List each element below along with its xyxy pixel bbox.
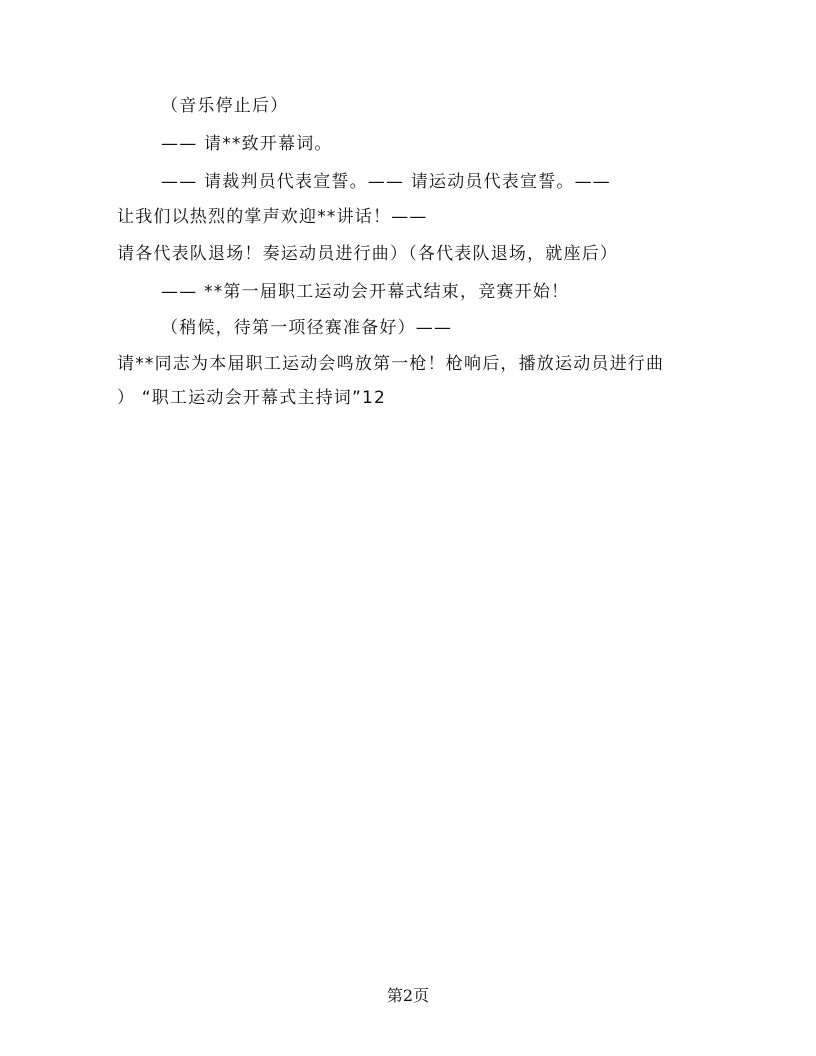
text-line-opening-speech: —— 请**致开幕词。 (161, 134, 333, 154)
text-line-ceremony-end: —— **第一届职工运动会开幕式结束，竞赛开始！ (161, 282, 570, 302)
text-line-wait-track: （稍候，待第一项径赛准备好）—— (161, 318, 453, 338)
text-line-oaths: —— 请裁判员代表宣誓。—— 请运动员代表宣誓。—— (161, 172, 612, 192)
text-line-teams-exit: 请各代表队退场！奏运动员进行曲）（各代表队退场，就座后） (117, 244, 619, 264)
text-line-welcome-speech: 让我们以热烈的掌声欢迎**讲话！—— (117, 207, 428, 227)
text-line-starting-shot: 请**同志为本届职工运动会鸣放第一枪！枪响后，播放运动员进行曲 (117, 354, 665, 374)
page-number: 第2页 (386, 986, 430, 1005)
text-line-doc-title: ） “职工运动会开幕式主持词”12 (117, 388, 387, 408)
text-line-music-stop: （音乐停止后） (161, 96, 289, 116)
